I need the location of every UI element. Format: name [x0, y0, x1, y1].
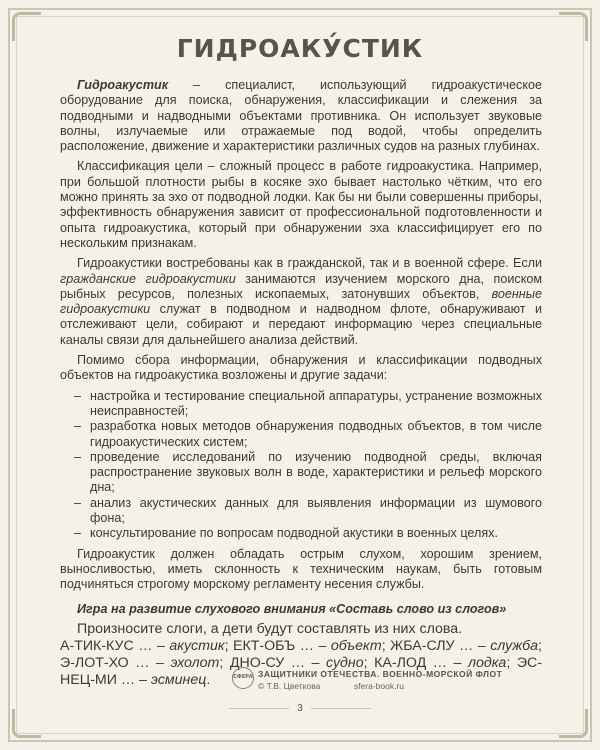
- paragraph-classification: Классификация цели – сложный процесс в работе гидроакустика. Например, при большой плотности рыбы в косяке эхо бывает настолько чётким, что его можно принять за эхо от подводной лодки. Как бы ни были совершенны приборы, эффективность обнаружения зависит от профессиональной подготовленности и опыта гидроакустика, который при обнаружении эха классифицирует его по нескольким признакам.: [60, 159, 542, 250]
- separator: ;: [538, 637, 542, 654]
- answer-word: эсминец: [150, 671, 207, 688]
- paragraph-spheres: [60, 256, 542, 348]
- text-span: занимаются изучением морского дна, поиском рыбных ресурсов, полезных ископаемых, затонувших объектов,: [60, 271, 543, 301]
- separator: ;: [363, 654, 375, 671]
- syllables: ЭС-НЕЦ-МИ … –: [60, 654, 543, 688]
- syllables: ЖБА-СЛУ … –: [390, 637, 491, 654]
- answer-word: объект: [330, 637, 382, 654]
- page-number-value: 3: [297, 703, 303, 714]
- separator: ;: [381, 637, 391, 654]
- answer-word: акустик: [169, 637, 225, 654]
- series-title: ЗАЩИТНИКИ ОТЕЧЕСТВА. ВОЕННО-МОРСКОЙ ФЛОТ: [258, 669, 503, 679]
- paragraph-tasks-intro: Помимо сбора информации, обнаружения и классификации подводных объектов на гидроакустика возложены и другие задачи:: [60, 353, 542, 383]
- article-body: [60, 78, 542, 689]
- publisher-logo: СФЕРА: [232, 667, 254, 689]
- list-item: – разработка новых методов обнаружения подводных объектов, в том числе гидроакустических систем;: [60, 419, 542, 450]
- separator: ;: [224, 637, 234, 654]
- list-item: – консультирование по вопросам подводной акустики в военных целях.: [60, 526, 542, 541]
- syllables: КА-ЛОД … –: [374, 654, 468, 671]
- answer-word: эхолот: [170, 654, 220, 671]
- separator: ;: [506, 654, 517, 671]
- page-title: ГИДРОАКУ́СТИК: [176, 34, 424, 63]
- answer-word: судно: [326, 654, 364, 671]
- intro-paragraph: [60, 78, 542, 154]
- emphasis-civil: гражданские гидроакустики: [60, 271, 236, 286]
- task-list: [60, 389, 542, 542]
- website: sfera-book.ru: [353, 681, 404, 691]
- paragraph-requirements: Гидроакустик должен обладать острым слухом, хорошим зрением, выносливостью, иметь склонность к техническим наукам, быть готовым подчиняться строгому морскому регламенту несения службы.: [60, 546, 542, 592]
- copyright: © Т.В. Цветкова: [258, 681, 321, 691]
- page-number: [0, 703, 600, 714]
- term: Гидроакустик: [77, 78, 169, 92]
- syllables: Э-ЛОТ-ХО … –: [60, 654, 171, 671]
- separator: ;: [219, 654, 230, 671]
- emphasis-military: военные гидроакустики: [60, 286, 542, 317]
- text-span: Гидроакустики востребованы как в гражданской, так и в военной сфере. Если: [77, 256, 542, 271]
- answer-word: лодка: [468, 654, 507, 671]
- list-item: – анализ акустических данных для выявления информации из шумового фона;: [60, 496, 542, 527]
- syllables: А-ТИК-КУС … –: [60, 637, 170, 654]
- intro-text: – специалист, использующий гидроакустическое оборудование для поиска, обнаружения, классификации и слежения за подводными и надводными объектами противника. Он использует звуковые волны, излучаемые или отражаемые под водой, чтобы определить расположение, движение и характеристики различных судов на разных глубинах.: [60, 78, 542, 154]
- syllables: ЕКТ-ОБЪ … –: [233, 637, 331, 654]
- list-item: – проведение исследований по изучению подводной среды, включая распространение звуковых волн в воде, характеристики и рельеф морского дна;: [60, 450, 542, 496]
- game-title: Игра на развитие слухового внимания «Составь слово из слогов»: [77, 601, 507, 616]
- separator: .: [206, 671, 211, 688]
- syllables: ДНО-СУ … –: [229, 654, 327, 671]
- game-instruction: Произносите слоги, а дети будут составлять из них слова.: [77, 620, 463, 637]
- answer-word: служба: [490, 637, 539, 654]
- text-span: служат в подводном и надводном флоте, обнаруживают и отслеживают цели, собирают и передают информацию через специальные каналы связи для дальнейшего анализа действий.: [60, 302, 542, 347]
- list-item: – настройка и тестирование специальной аппаратуры, устранение возможных неисправностей;: [60, 389, 542, 420]
